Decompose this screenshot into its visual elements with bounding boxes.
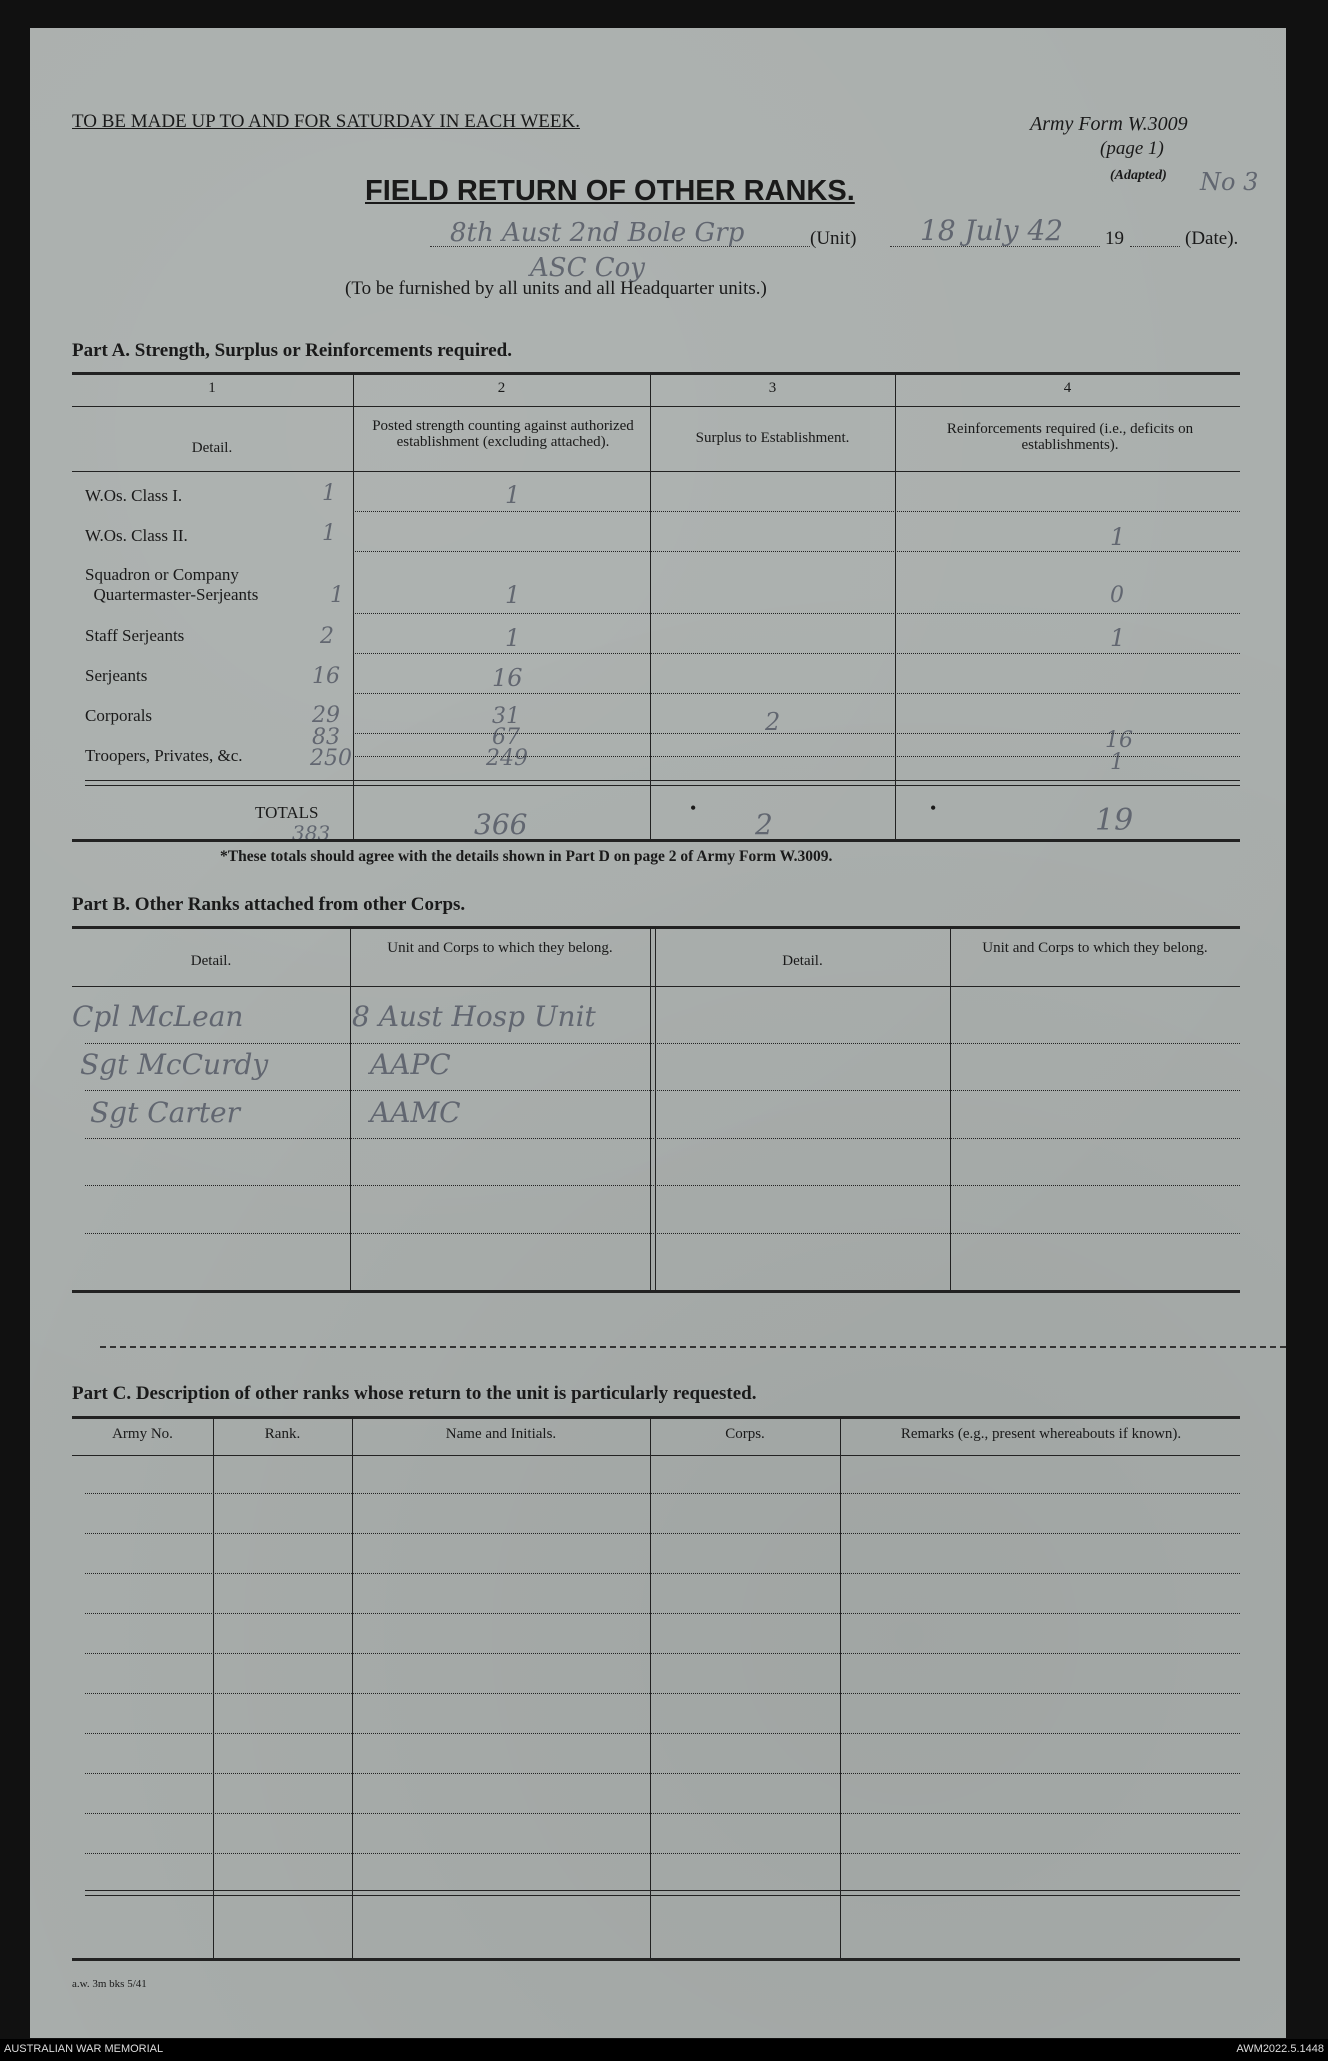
- posted-cqms: 1: [505, 581, 521, 609]
- est-other: 83: [312, 725, 340, 750]
- part-b-title: Part B. Other Ranks attached from other Corps.: [72, 894, 466, 915]
- handwritten-number: No 3: [1200, 168, 1259, 196]
- attached-unit-1: 8 Aust Hosp Unit: [352, 1000, 596, 1033]
- totals-label: TOTALS: [255, 803, 319, 822]
- print-code: a.w. 3m bks 5/41: [72, 1978, 147, 1990]
- attached-unit-3: AAMC: [370, 1096, 461, 1129]
- unit-handwritten: 8th Aust 2nd Bole Grp: [450, 218, 745, 248]
- form-id: Army Form W.3009: [1030, 113, 1188, 135]
- row-detail-cqms: Squadron or Company Quartermaster-Serjeants: [85, 565, 259, 604]
- form-title: FIELD RETURN OF OTHER RANKS.: [365, 175, 855, 207]
- est-cpl: 29: [312, 703, 340, 728]
- part-a-footnote: *These totals should agree with the details shown in Part D on page 2 of Army Form W.3009.: [220, 848, 833, 865]
- part-b-header-detail-1: Detail.: [190, 953, 232, 969]
- part-b-header-detail-2: Detail.: [782, 953, 823, 969]
- adapted-label: (Adapted): [1110, 168, 1167, 183]
- attached-unit-2: AAPC: [370, 1048, 451, 1081]
- est-privates: 250: [310, 746, 352, 771]
- reinf-cqms: 0: [1110, 583, 1124, 608]
- surplus-cpl: 2: [765, 708, 781, 736]
- posted-other: 67: [492, 725, 520, 750]
- col-header-reinforcements: Reinforcements required (i.e., deficits on establishments).: [946, 421, 1194, 453]
- col-number-3: 3: [768, 380, 777, 396]
- col-header-surplus: Surplus to Establishment.: [695, 430, 850, 446]
- footer-right: AWM2022.5.1448: [1236, 2043, 1324, 2055]
- row-detail-cpl: Corporals: [85, 706, 153, 725]
- totals-surplus: 2: [755, 808, 773, 841]
- footer-left: AUSTRALIAN WAR MEMORIAL: [4, 2043, 164, 2055]
- attached-detail-3: Sgt Carter: [90, 1096, 240, 1129]
- col-number-1: 1: [208, 380, 216, 396]
- posted-staff-sgt: 1: [505, 624, 521, 652]
- col-number-2: 2: [497, 380, 506, 396]
- form-sheet: TO BE MADE UP TO AND FOR SATURDAY IN EACH WEEK. Army Form W.3009 (page 1) (Adapted) No 3 FIELD RETURN OF OTHER RANKS. 8th Aust 2nd Bole Grp ASC Coy (Unit) 18 July 42 19 (Date). (To be furnished by all units and all Headquarter units.) Part A. Strength, Surplus or Reinforcements required. 1 2 3 4 Detail. Posted strength counting against authorized establishment (excluding attached). Surplus to Establishment. Reinforcements required (i.e., deficits on establishments). W.Os. Class I. W.Os. Class II. Squadron or Company Quartermaster-Serjeants Staff Serjeants Serjeants Corporals Troopers, Privates, &c. 1 1 1 2 16 29 83 250 1 1 1 16 31 67 249 2 1 0 1 16 1 TOTALS 383 366 • 2 • 19 *These totals should agree with the details shown in Part D on page 2 of Army Form W.3009. Part B. Other Ranks attached from other Corps. Detail. Unit and Corps to which they belong. Detail. Unit and Corps to which they belong. Cpl McLean 8 Aust Hosp Unit Sgt McCurdy AAPC Sgt Carter AAMC Part C. Description of other ranks whose return to the unit is particularly requested. Army No. Rank. Name and Initials. Corps. Remarks (e.g., present whereabouts if known). a.w. 3m bks 5/41: [30, 28, 1286, 2038]
- unit-label: (Unit): [810, 228, 857, 249]
- col-header-detail: Detail.: [191, 440, 233, 456]
- posted-wo1: 1: [505, 481, 521, 509]
- totals-posted: 366: [474, 808, 528, 841]
- form-subtitle: (To be furnished by all units and all Headquarter units.): [345, 278, 767, 299]
- part-a-title: Part A. Strength, Surplus or Reinforcements required.: [72, 340, 512, 361]
- posted-privates: 249: [486, 746, 528, 771]
- reinf-privates: 1: [1110, 750, 1124, 775]
- part-c-header-remarks: Remarks (e.g., present whereabouts if known).: [900, 1426, 1182, 1442]
- row-detail-wo1: W.Os. Class I.: [85, 486, 183, 505]
- col-header-posted: Posted strength counting against authorized establishment (excluding attached).: [372, 418, 634, 450]
- form-page: (page 1): [1100, 138, 1164, 159]
- instruction-text: TO BE MADE UP TO AND FOR SATURDAY IN EACH WEEK.: [72, 111, 580, 132]
- row-detail-wo2: W.Os. Class II.: [85, 526, 188, 545]
- row-detail-privates: Troopers, Privates, &c.: [85, 746, 243, 765]
- totals-reinf: 19: [1095, 803, 1134, 838]
- attached-detail-2: Sgt McCurdy: [80, 1048, 269, 1081]
- totals-est: 383: [292, 821, 331, 845]
- attached-detail-1: Cpl McLean: [72, 1000, 244, 1033]
- posted-cpl: 31: [492, 704, 520, 729]
- part-c-header-army-no: Army No.: [112, 1426, 173, 1442]
- date-handwritten: 18 July 42: [920, 214, 1064, 247]
- est-staff-sgt: 2: [320, 624, 334, 649]
- date-label: (Date).: [1185, 228, 1239, 249]
- col-number-4: 4: [1063, 380, 1072, 396]
- part-b-header-unit-1: Unit and Corps to which they belong.: [387, 940, 613, 956]
- row-detail-staff-sgt: Staff Serjeants: [85, 626, 185, 645]
- est-sgt: 16: [312, 664, 340, 689]
- est-wo1: 1: [322, 481, 336, 506]
- part-b-header-unit-2: Unit and Corps to which they belong.: [982, 940, 1208, 956]
- reinf-staff-sgt: 1: [1110, 624, 1126, 652]
- unit-handwritten-2: ASC Coy: [530, 253, 645, 283]
- archive-footer: [0, 2039, 1328, 2061]
- est-cqms: 1: [330, 583, 344, 608]
- part-c-title: Part C. Description of other ranks whose return to the unit is particularly requested.: [72, 1383, 757, 1404]
- row-detail-sgt: Serjeants: [85, 666, 148, 685]
- part-c-header-corps: Corps.: [725, 1426, 765, 1442]
- est-wo2: 1: [322, 521, 336, 546]
- reinf-wo2: 1: [1110, 523, 1126, 551]
- year-label: 19: [1105, 228, 1124, 249]
- part-c-header-name: Name and Initials.: [445, 1426, 557, 1442]
- part-c-header-rank: Rank.: [264, 1426, 301, 1442]
- posted-sgt: 16: [492, 664, 523, 692]
- reinf-other: 16: [1105, 728, 1133, 753]
